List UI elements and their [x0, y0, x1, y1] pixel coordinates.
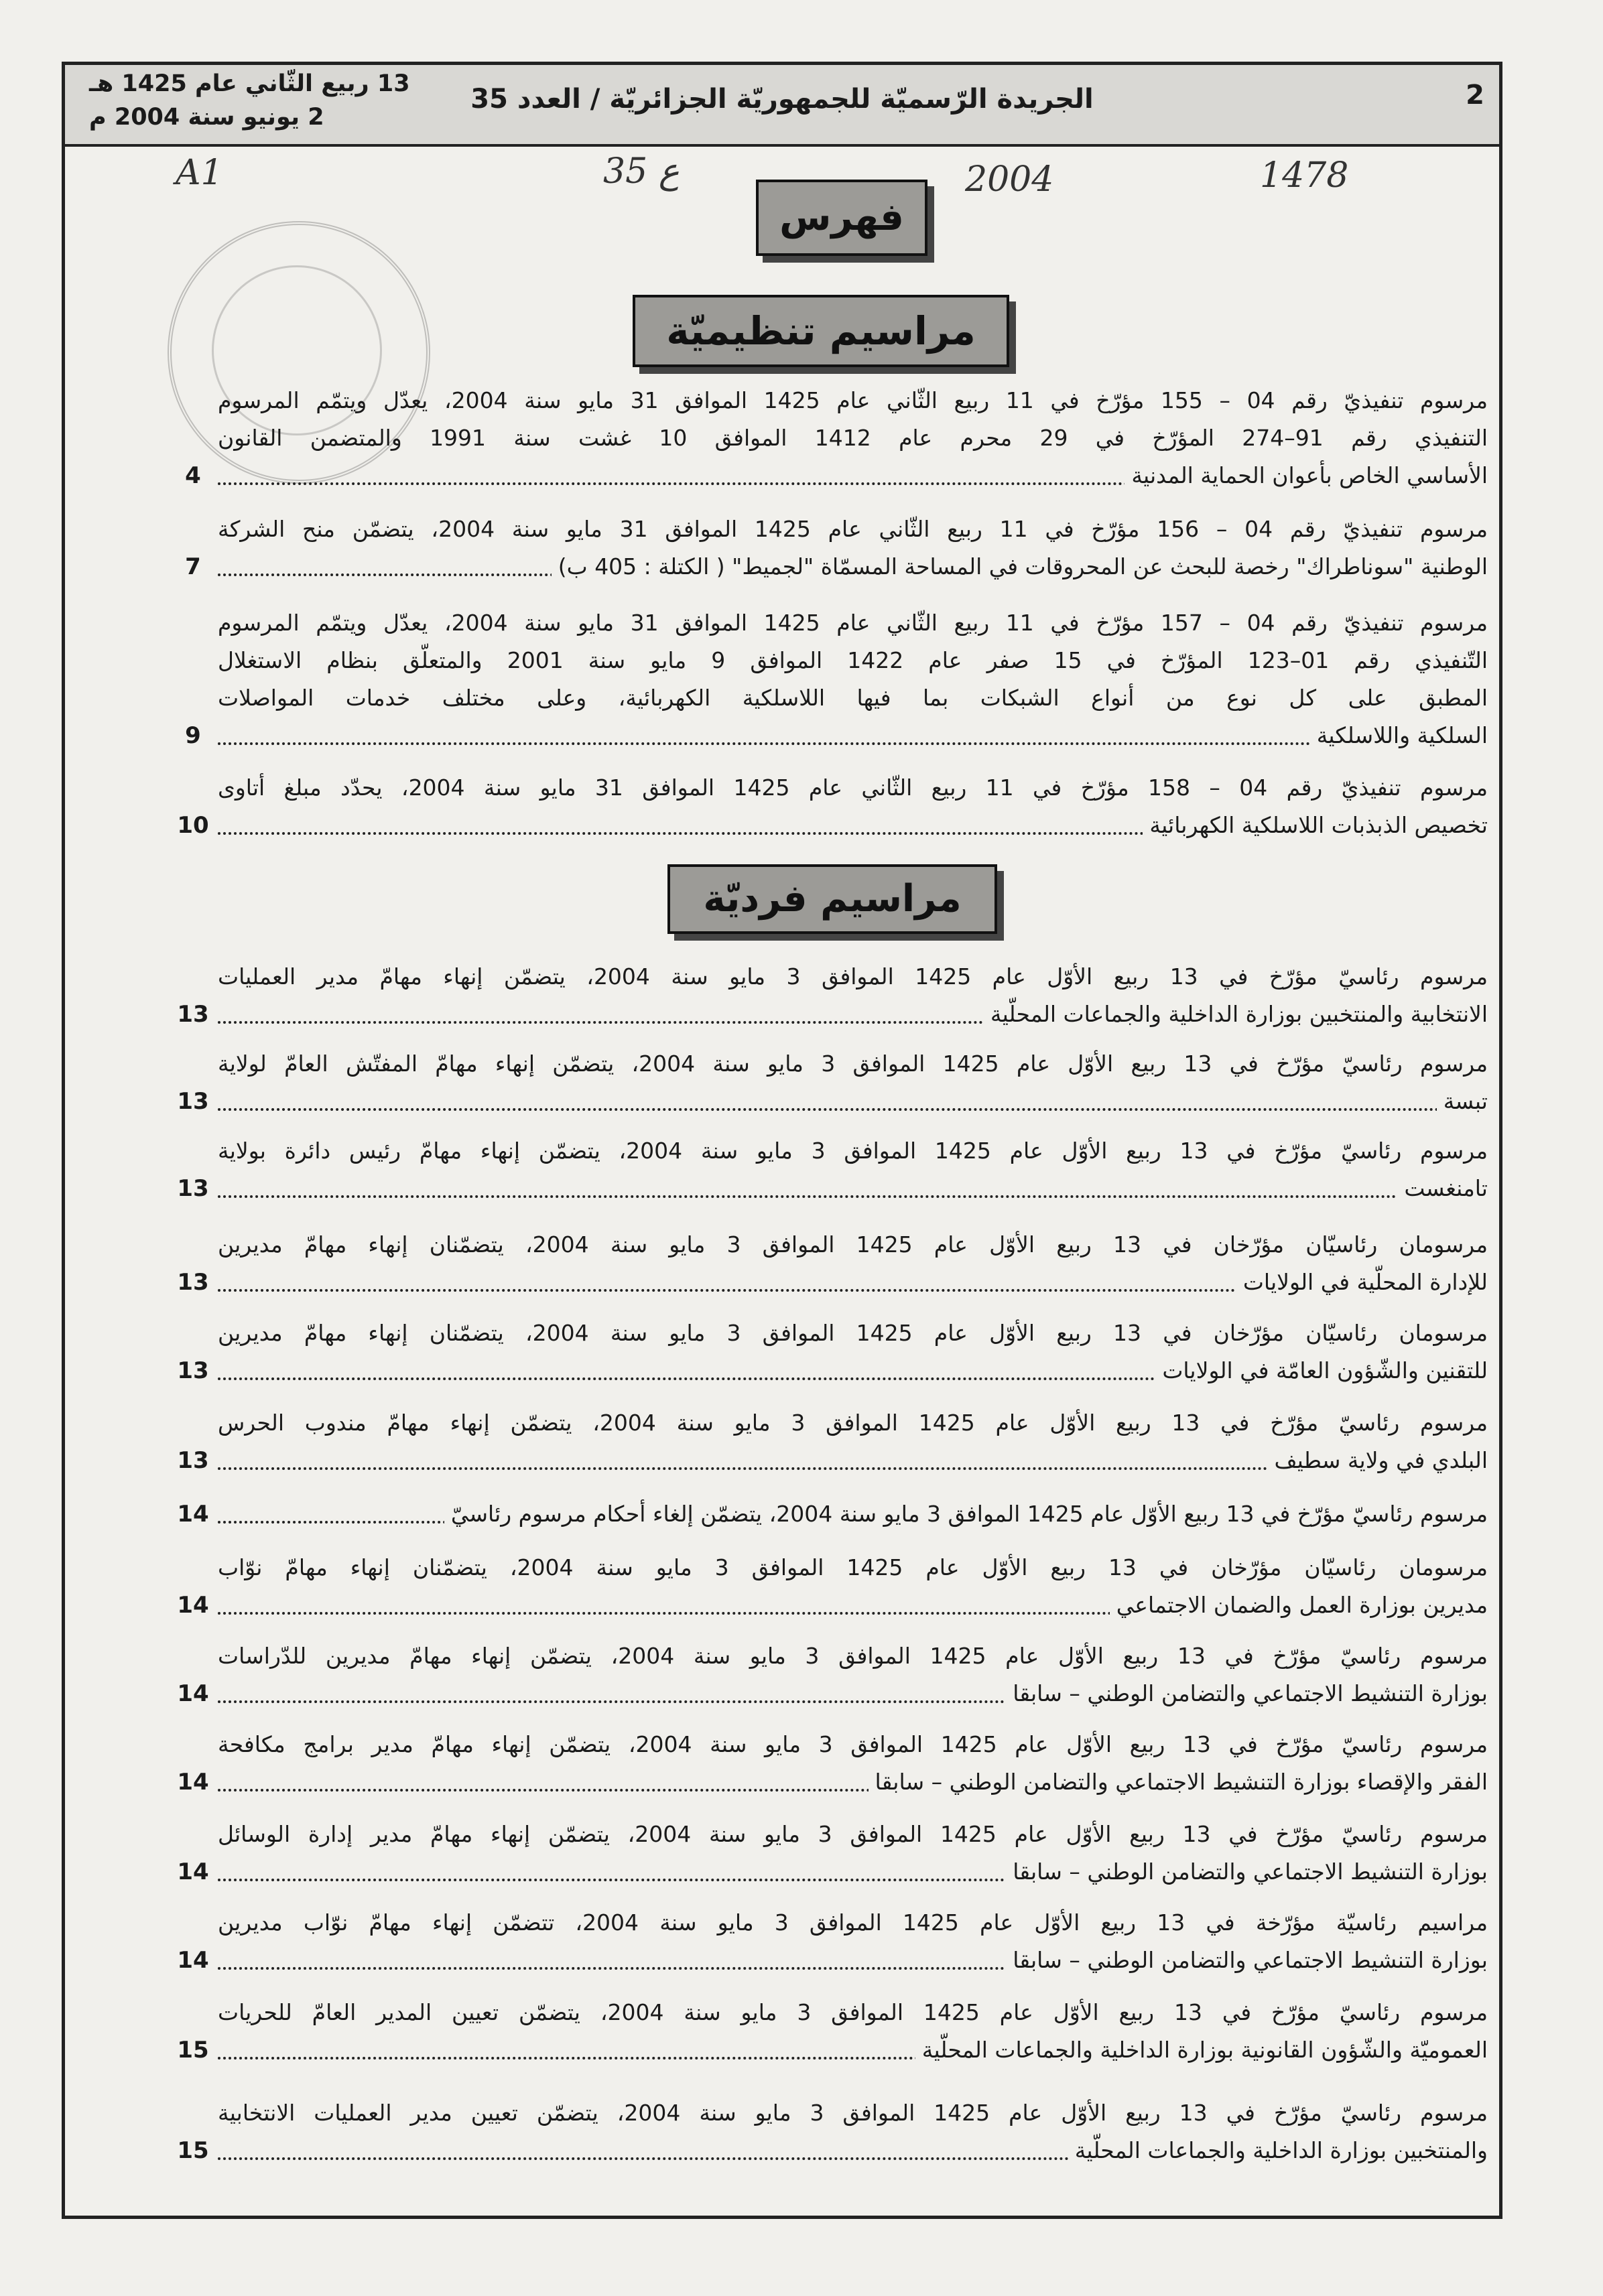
toc-entry: [218, 2094, 1488, 2169]
toc-entry: [218, 1132, 1488, 1207]
toc-entry-line: مرسوم رئاسيّ مؤرّخ في 13 ربيع الأوّل عام 1425 الموافق 3 مايو سنة 2004، يتضمّن تعيين المدير العامّ للحريات: [218, 1999, 1488, 2025]
toc-entry-line: مديرين بوزارة العمل والضمان الاجتماعي: [218, 1586, 1488, 1624]
toc-entry-line: مرسوم رئاسيّ مؤرّخ في 13 ربيع الأوّل عام 1425 الموافق 3 مايو سنة 2004، يتضمّن إنهاء مهامّ رئيس دائرة بولاية: [218, 1138, 1488, 1164]
toc-page-number: 14: [177, 1592, 209, 1619]
toc-entry: [218, 1549, 1488, 1624]
toc-entry: [218, 1404, 1488, 1479]
toc-entry: [218, 1314, 1488, 1390]
toc-entry-line: مرسوم رئاسيّ مؤرّخ في 13 ربيع الأوّل عام 1425 الموافق 3 مايو سنة 2004، يتضمّن إنهاء مهامّ مندوب الحرس: [218, 1410, 1488, 1436]
toc-entry-line: الانتخابية والمنتخبين بوزارة الداخلية والجماعات المحلّية: [218, 996, 1488, 1033]
toc-page-number: 13: [177, 1269, 209, 1296]
toc-page-number: 13: [177, 1001, 209, 1028]
toc-entry-line: مرسوم تنفيذيّ رقم 04 – 158 مؤرّخ في 11 ربيع الثّاني عام 1425 الموافق 31 مايو سنة 2004، يحدّد مبلغ أتاوى: [218, 774, 1488, 801]
dot-leader: [218, 1108, 1488, 1111]
toc-entry-line: للتقنين والشّؤون العامّة في الولايات: [218, 1352, 1488, 1390]
gazette-title: الجريدة الرّسميّة للجمهوريّة الجزائريّة / العدد 35: [470, 84, 1094, 115]
toc-page-number: 14: [177, 1680, 209, 1707]
toc-entry-line: مرسومان رئاسيّان مؤرّخان في 13 ربيع الأوّل عام 1425 الموافق 3 مايو سنة 2004، يتضمّنان إنهاء مهامّ مديرين: [218, 1231, 1488, 1258]
handwritten-number: 1478: [1260, 155, 1349, 196]
toc-entry-line: العموميّة والشّؤون القانونية بوزارة الداخلية والجماعات المحلّية: [218, 2031, 1488, 2069]
toc-entry-line: مرسوم تنفيذيّ رقم 04 – 155 مؤرّخ في 11 ربيع الثّاني عام 1425 الموافق 31 مايو سنة 2004، يعدّل ويتمّم المرسوم: [218, 387, 1488, 413]
handwritten-issue: ع 35: [603, 151, 680, 192]
toc-entry-line: بوزارة التنشيط الاجتماعي والتضامن الوطني – سابقا: [218, 1942, 1488, 1979]
toc-entry-line: مرسوم تنفيذيّ رقم 04 – 156 مؤرّخ في 11 ربيع الثّاني عام 1425 الموافق 31 مايو سنة 2004، يتضمّن منح الشركة: [218, 516, 1488, 542]
toc-entry: [218, 1045, 1488, 1120]
toc-entry: [218, 1226, 1488, 1301]
toc-entry: [218, 769, 1488, 844]
toc-entry-line: الوطنية "سوناطراك" رخصة للبحث عن المحروقات في المساحة المسمّاة "لجميط" ( الكتلة : 405 ب): [218, 548, 1488, 586]
toc-entry-line: البلدي في ولاية سطيف: [218, 1442, 1488, 1479]
toc-page-number: 13: [177, 1175, 209, 1202]
toc-entry-line: مراسيم رئاسيّة مؤرّخة في 13 ربيع الأوّل عام 1425 الموافق 3 مايو سنة 2004، تتضمّن إنهاء مهامّ نوّاب مديرين: [218, 1909, 1488, 1936]
toc-page-number: 10: [177, 812, 209, 839]
toc-entry: [218, 1637, 1488, 1712]
toc-page-number: 14: [177, 1501, 209, 1528]
toc-entry: [218, 1816, 1488, 1891]
toc-entry-line: للإدارة المحلّية في الولايات: [218, 1264, 1488, 1301]
toc-page-number: 13: [177, 1447, 209, 1474]
page-number: 2: [1466, 80, 1484, 111]
toc-entry-line: مرسوم رئاسيّ مؤرّخ في 13 ربيع الأوّل عام 1425 الموافق 3 مايو سنة 2004، يتضمّن إنهاء مهامّ مدير إدارة الوسائل: [218, 1821, 1488, 1847]
handwritten-code: A1: [176, 153, 223, 193]
dot-leader: [218, 742, 1488, 745]
toc-entry-line: مرسوم رئاسيّ مؤرّخ في 13 ربيع الأوّل عام 1425 الموافق 3 مايو سنة 2004، يتضمّن إنهاء مهامّ المفتّش العامّ لولاية: [218, 1051, 1488, 1077]
toc-entry: [218, 1994, 1488, 2069]
toc-entry-line: التّنفيذي رقم 01–123 المؤرّخ في 15 صفر عام 1422 الموافق 9 مايو سنة 2001 والمتعلّق بنظام الاستغلال: [218, 647, 1488, 673]
toc-page-number: 13: [177, 1088, 209, 1115]
toc-entry-line: مرسوم رئاسيّ مؤرّخ في 13 ربيع الأوّل عام 1425 الموافق 3 مايو سنة 2004، يتضمّن إلغاء أحكام مرسوم رئاسيّ: [218, 1495, 1488, 1533]
toc-page-number: 15: [177, 2137, 209, 2164]
toc-entry-line: تخصيص الذبذبات اللاسلكية الكهربائية: [218, 807, 1488, 844]
toc-entry-line: السلكية واللاسلكية: [218, 717, 1488, 754]
toc-entry-line: مرسوم رئاسيّ مؤرّخ في 13 ربيع الأوّل عام 1425 الموافق 3 مايو سنة 2004، يتضمّن إنهاء مهامّ مدير العمليات: [218, 963, 1488, 990]
toc-page-number: 14: [177, 1947, 209, 1974]
toc-entry: [218, 1904, 1488, 1979]
dot-leader: [218, 1195, 1488, 1198]
section-title-individual-decrees: مراسيم فرديّة: [667, 864, 997, 934]
toc-entry-line: مرسوم رئاسيّ مؤرّخ في 13 ربيع الأوّل عام 1425 الموافق 3 مايو سنة 2004، يتضمّن إنهاء مهامّ مدير برامج مكافحة: [218, 1731, 1488, 1757]
toc-entry-line: بوزارة التنشيط الاجتماعي والتضامن الوطني – سابقا: [218, 1853, 1488, 1891]
toc-page-number: 15: [177, 2037, 209, 2064]
toc-entry-line: مرسومان رئاسيّان مؤرّخان في 13 ربيع الأوّل عام 1425 الموافق 3 مايو سنة 2004، يتضمّنان إنهاء مهامّ نوّاب: [218, 1554, 1488, 1580]
toc-page-number: 4: [185, 462, 201, 489]
toc-page-number: 14: [177, 1769, 209, 1796]
gregorian-date: 2 يونيو سنة 2004 م: [89, 104, 324, 131]
section-title-regulatory-decrees: مراسيم تنظيميّة: [633, 295, 1009, 367]
toc-entry-line: مرسوم رئاسيّ مؤرّخ في 13 ربيع الأوّل عام 1425 الموافق 3 مايو سنة 2004، يتضمّن تعيين مدير العمليات الانتخابية: [218, 2100, 1488, 2126]
toc-page-number: 13: [177, 1357, 209, 1384]
toc-entry: [218, 1495, 1488, 1533]
toc-entry: [218, 511, 1488, 586]
toc-entry: [218, 1726, 1488, 1801]
handwritten-year: 2004: [965, 159, 1054, 200]
index-title: فهرس: [756, 180, 927, 256]
toc-entry-line: الفقر والإقصاء بوزارة التنشيط الاجتماعي والتضامن الوطني – سابقا: [218, 1763, 1488, 1801]
toc-page-number: 14: [177, 1859, 209, 1885]
toc-page-number: 7: [185, 553, 201, 580]
toc-entry-line: تامنغست: [218, 1170, 1488, 1207]
toc-entry: [218, 604, 1488, 754]
toc-entry-line: مرسوم تنفيذيّ رقم 04 – 157 مؤرّخ في 11 ربيع الثّاني عام 1425 الموافق 31 مايو سنة 2004، يعدّل ويتمّم المرسوم: [218, 610, 1488, 636]
toc-entry-line: والمنتخبين بوزارة الداخلية والجماعات المحلّية: [218, 2132, 1488, 2169]
toc-entry-line: تبسة: [218, 1083, 1488, 1120]
toc-entry-line: التنفيذي رقم 91–274 المؤرّخ في 29 محرم عام 1412 الموافق 10 غشت سنة 1991 والمتضمن القانون: [218, 425, 1488, 451]
toc-entry: [218, 382, 1488, 494]
toc-entry-line: الأساسي الخاص بأعوان الحماية المدنية: [218, 457, 1488, 494]
toc-entry-line: بوزارة التنشيط الاجتماعي والتضامن الوطني – سابقا: [218, 1675, 1488, 1712]
hijri-date: 13 ربيع الثّاني عام 1425 هـ: [89, 70, 410, 97]
toc-page-number: 9: [185, 722, 201, 749]
toc-entry: [218, 958, 1488, 1033]
toc-entry-line: مرسوم رئاسيّ مؤرّخ في 13 ربيع الأوّل عام 1425 الموافق 3 مايو سنة 2004، يتضمّن إنهاء مهامّ مديرين للدّراسات: [218, 1643, 1488, 1669]
toc-entry-line: مرسومان رئاسيّان مؤرّخان في 13 ربيع الأوّل عام 1425 الموافق 3 مايو سنة 2004، يتضمّنان إنهاء مهامّ مديرين: [218, 1320, 1488, 1346]
toc-entry-line: المطبق على كل نوع من أنواع الشبكات بما فيها اللاسلكية الكهربائية، وعلى مختلف خدمات المواصلات: [218, 685, 1488, 711]
